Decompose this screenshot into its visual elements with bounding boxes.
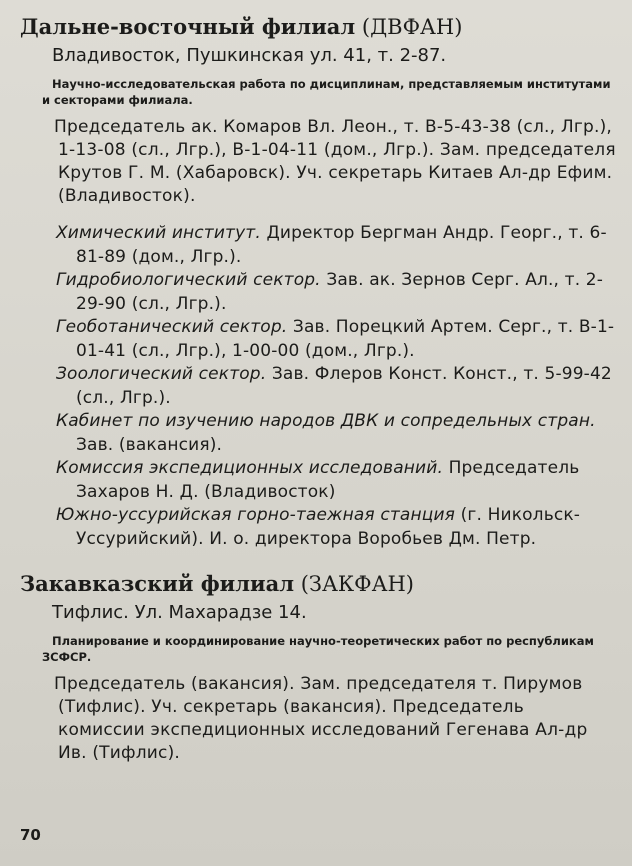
section-note: Планирование и координирование научно-теоретических работ по республикам ЗСФСР. bbox=[42, 634, 594, 664]
entry-name: Гидробиологический сектор. bbox=[56, 270, 321, 290]
entry-details: Зав. (вакансия). bbox=[76, 434, 223, 455]
section-title: Дальне-восточный филиал bbox=[20, 14, 356, 39]
section-note: Научно-исследовательская работа по дисциплинам, представляемым институтами и секторами филиала. bbox=[42, 77, 611, 107]
entry-details: Зав. ак. Зернов Серг. Ал., т. 2-29-90 (сл., Лгр.). bbox=[76, 270, 604, 314]
list-item bbox=[56, 457, 616, 504]
list-item bbox=[56, 363, 616, 410]
entry-list bbox=[20, 222, 616, 551]
section-leadership: Председатель ак. Комаров Вл. Леон., т. В-5-43-38 (сл., Лгр.), 1-13-08 (сл., Лгр.), В-1-04-11 (дом., Лгр.). Зам. председателя Крутов Г. М. (Хабаровск). Уч. секретарь Китаев Ал-др Ефим. (Владивосток). bbox=[54, 117, 616, 206]
entry-details: Директор Бергман Андр. Георг., т. 6-81-89 (дом., Лгр.). bbox=[76, 223, 607, 267]
list-item bbox=[56, 269, 616, 316]
section-leadership: Председатель (вакансия). Зам. председателя т. Пирумов (Тифлис). Уч. секретарь (вакансия). Председатель комиссии экспедиционных исследований Гегенава Ал-др Ив. (Тифлис). bbox=[54, 674, 588, 763]
entry-details: Председатель Захаров Н. Д. (Владивосток) bbox=[76, 458, 580, 502]
list-item bbox=[56, 222, 616, 269]
entry-name: Кабинет по изучению народов ДВК и сопредельных стран. bbox=[56, 411, 596, 431]
list-item bbox=[56, 504, 616, 551]
list-item bbox=[56, 316, 616, 363]
entry-name: Геоботанический сектор. bbox=[56, 317, 288, 337]
section-address: Владивосток, Пушкинская ул. 41, т. 2-87. bbox=[52, 45, 447, 66]
section-heading-dvfan bbox=[20, 14, 616, 40]
section-abbreviation: (ДВФАН) bbox=[361, 15, 463, 39]
page-number: 70 bbox=[20, 826, 41, 844]
entry-details: Зав. Флеров Конст. Конст., т. 5-99-42 (сл., Лгр.). bbox=[76, 364, 612, 408]
entry-name: Зоологический сектор. bbox=[56, 364, 267, 384]
entry-name: Южно-уссурийская горно-таежная станция bbox=[56, 505, 456, 525]
list-item bbox=[56, 410, 616, 457]
section-abbreviation: (ЗАКФАН) bbox=[300, 572, 414, 596]
section-address: Тифлис. Ул. Махарадзе 14. bbox=[52, 602, 307, 623]
entry-name: Химический институт. bbox=[56, 223, 261, 243]
entry-name: Комиссия экспедиционных исследований. bbox=[56, 458, 443, 478]
section-spacer bbox=[20, 551, 616, 571]
entry-details: (г. Никольск-Уссурийский). И. о. директора Воробьев Дм. Петр. bbox=[76, 505, 581, 549]
entry-details: Зав. Порецкий Артем. Серг., т. В-1-01-41 (сл., Лгр.), 1-00-00 (дом., Лгр.). bbox=[76, 317, 615, 361]
section-heading-zakfan bbox=[20, 571, 616, 597]
section-title: Закавказский филиал bbox=[20, 571, 295, 596]
